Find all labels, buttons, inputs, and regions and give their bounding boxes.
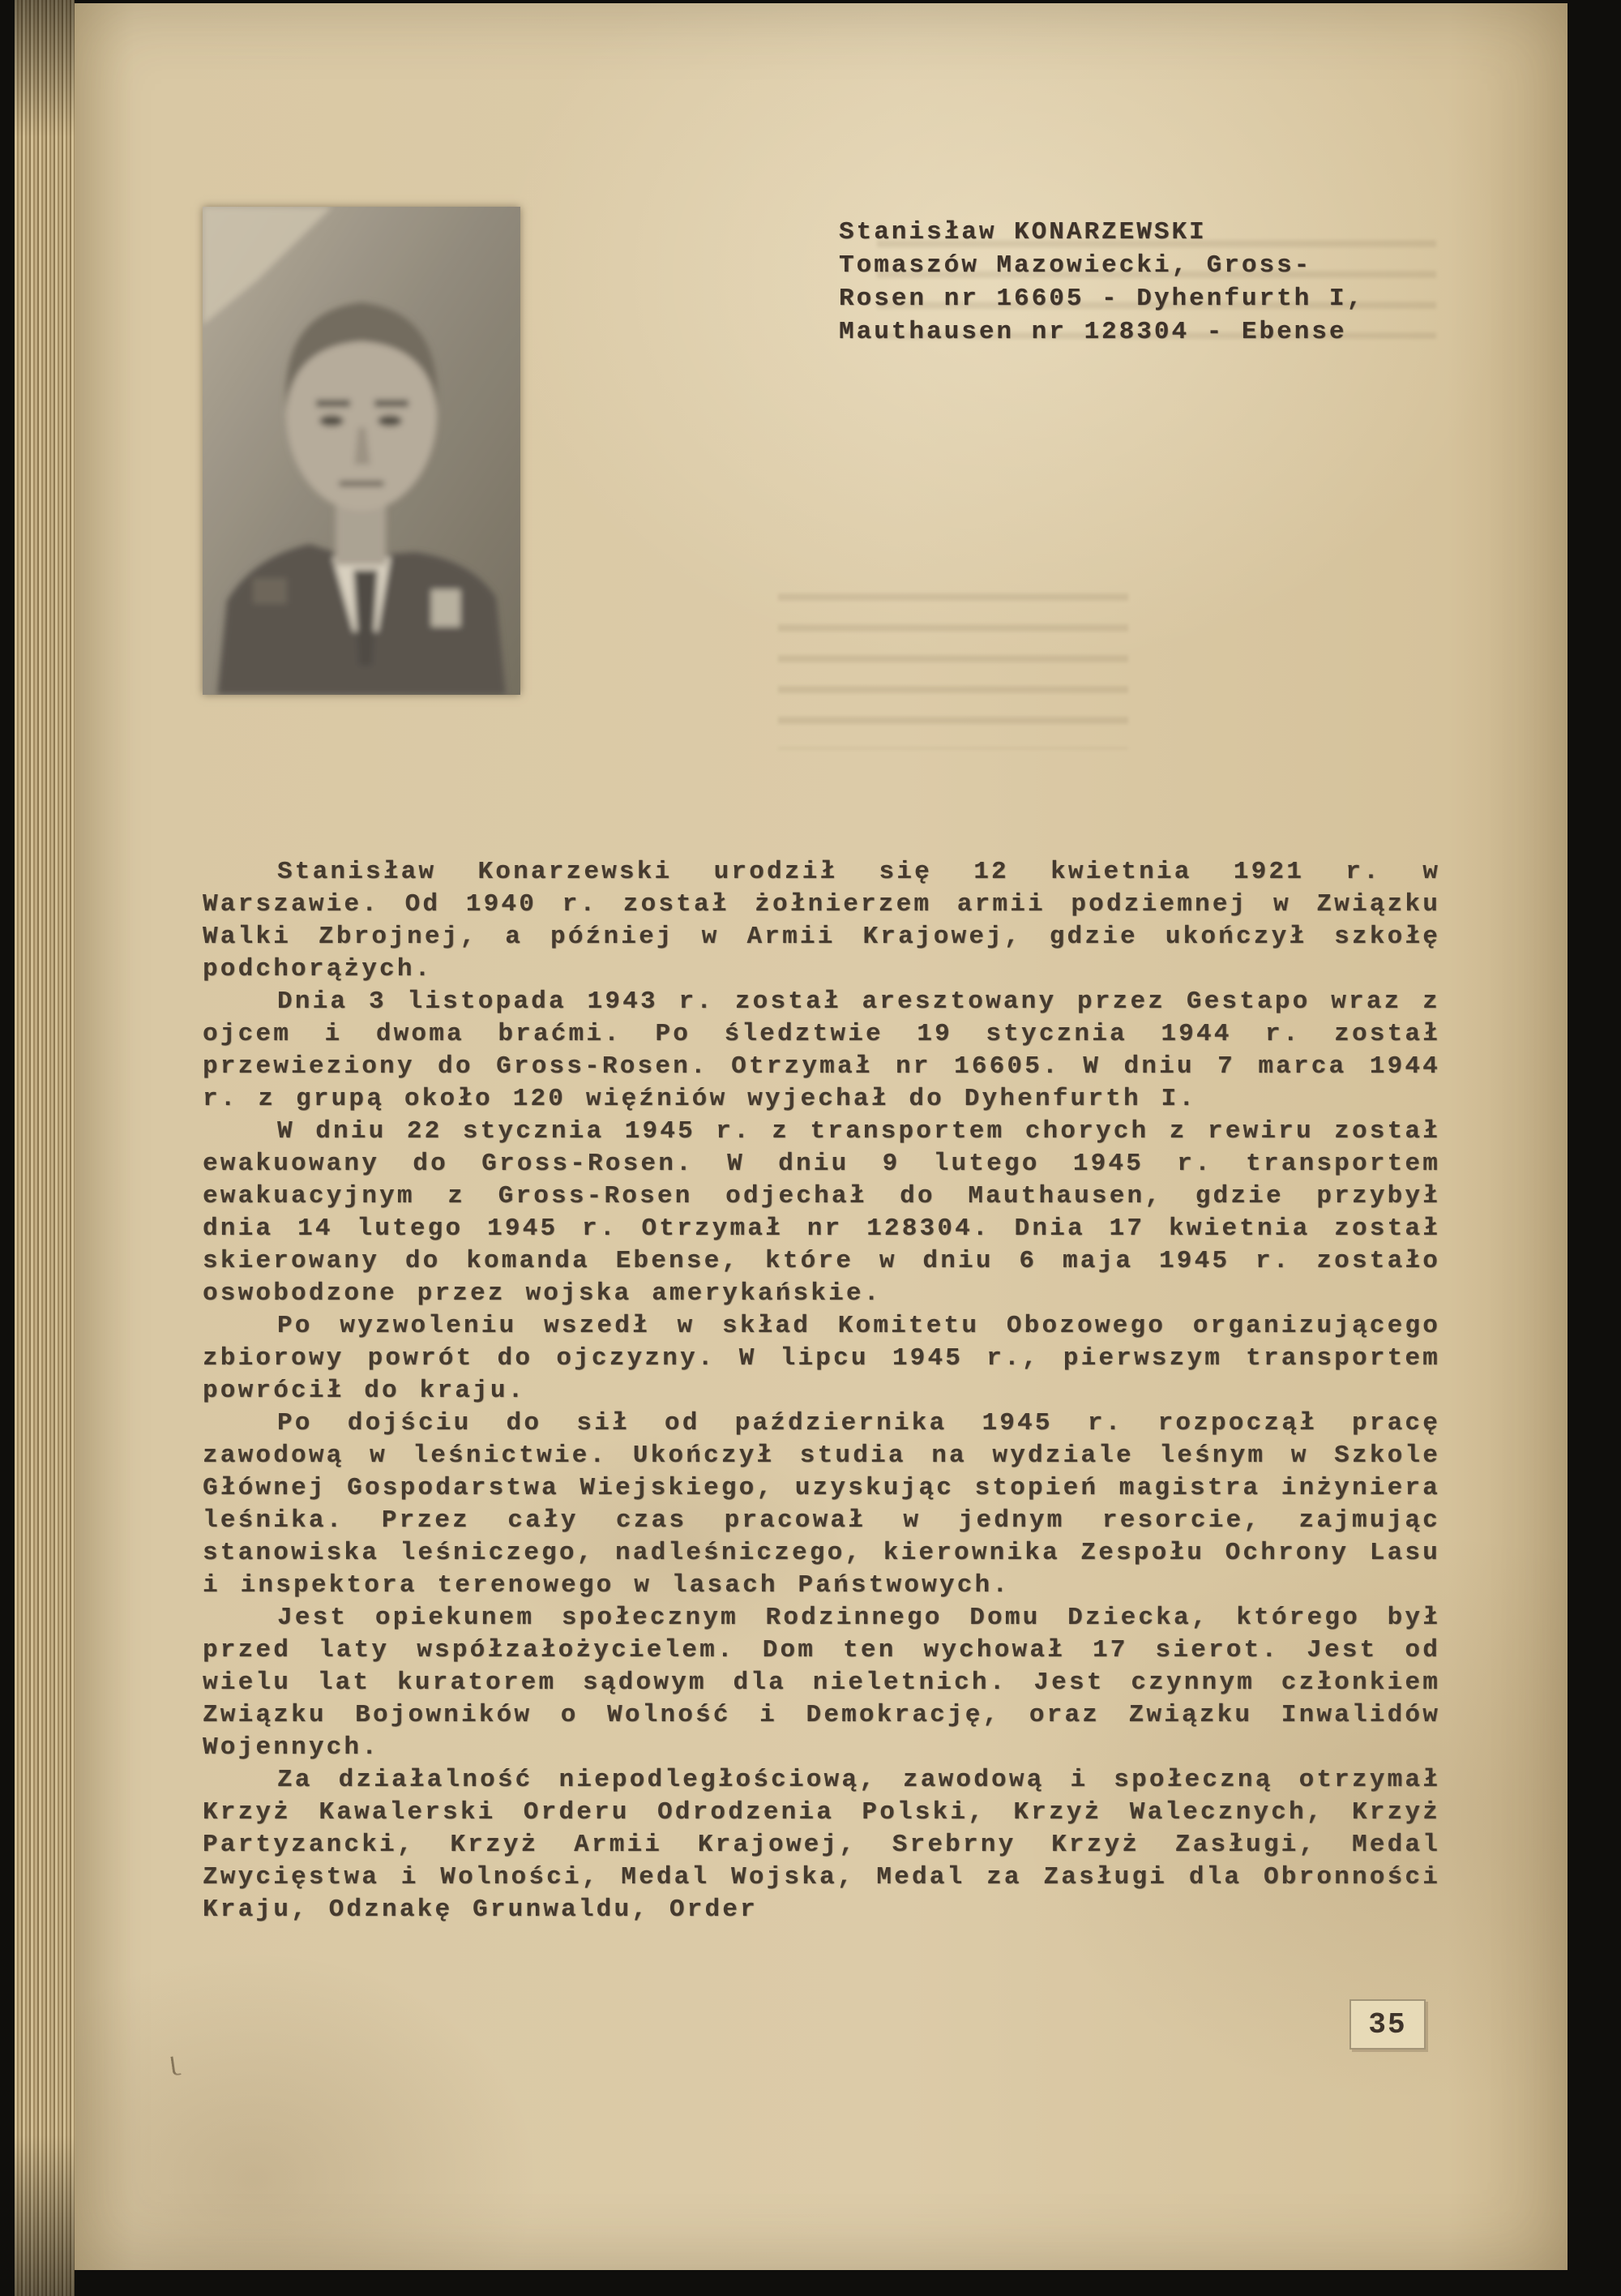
portrait-photo-graphic (203, 207, 520, 695)
caption-camp-line: Tomaszów Mazowiecki, Gross- (839, 251, 1312, 280)
document-page (75, 3, 1568, 2270)
page-number: 35 (1349, 1999, 1426, 2050)
paragraph: Po wyzwoleniu wszedł w skład Komitetu Obozowego organizującego zbiorowy powrót do ojczyzny. W lipcu 1945 r., pierwszym transportem powrócił do kraju. (203, 1312, 1440, 1405)
paragraph: W dniu 22 stycznia 1945 r. z transportem chorych z rewiru został ewakuowany do Gross-Rosen. W dniu 9 lutego 1945 r. transportem ewakuacyjnym z Gross-Rosen odjechał do Mauthausen, gdzie przybył dnia 14 lutego 1945 r. Otrzymał nr 128304. Dnia 17 kwietnia został skierowany do komanda Ebense, które w dniu 6 maja 1945 r. zostało oswobodzone przez wojska amerykańskie. (203, 1117, 1440, 1308)
biography-text (203, 856, 1440, 1926)
caption-block (839, 216, 1487, 349)
stray-pen-mark (170, 2055, 181, 2075)
caption-camp-line: Rosen nr 16605 - Dyhenfurth I, (839, 285, 1365, 313)
portrait-photo (203, 207, 520, 695)
paragraph: Jest opiekunem społecznym Rodzinnego Domu Dziecka, którego był przed laty współzałożycielem. Dom ten wychował 17 sierot. Jest od wielu lat kuratorem sądowym dla nieletnich. Jest czynnym członkiem Związku Bojowników o Wolność i Demokrację, oraz Związku Inwalidów Wojennych. (203, 1604, 1440, 1762)
book-page-edges (15, 0, 75, 2296)
paragraph: Za działalność niepodległościową, zawodową i społeczną otrzymał Krzyż Kawalerski Orderu Odrodzenia Polski, Krzyż Walecznych, Krzyż Partyzancki, Krzyż Armii Krajowej, Srebrny Krzyż Zasługi, Medal Zwycięstwa i Wolności, Medal Wojska, Medal za Zasługi dla Obronności Kraju, Odznakę Grunwaldu, Order (203, 1766, 1440, 1924)
bleed-through-text (778, 593, 1128, 749)
paragraph: Stanisław Konarzewski urodził się 12 kwietnia 1921 r. w Warszawie. Od 1940 r. został żołnierzem armii podziemnej w Związku Walki Zbrojnej, a później w Armii Krajowej, gdzie ukończył szkołę podchorążych. (203, 858, 1440, 983)
caption-name-line: Stanisław KONARZEWSKI (839, 218, 1207, 246)
paragraph: Po dojściu do sił od października 1945 r. rozpoczął pracę zawodową w leśnictwie. Ukończył studia na wydziale leśnym w Szkole Głównej Gospodarstwa Wiejskiego, uzyskując stopień magistra inżyniera leśnika. Przez cały czas pracował w jednym resorcie, zajmując stanowiska leśniczego, nadleśniczego, kierownika Zespołu Ochrony Lasu i inspektora terenowego w lasach Państwowych. (203, 1409, 1440, 1600)
caption-camp-line: Mauthausen nr 128304 - Ebense (839, 318, 1347, 346)
paragraph: Dnia 3 listopada 1943 r. został aresztowany przez Gestapo wraz z ojcem i dwoma braćmi. Po śledztwie 19 stycznia 1944 r. został przewieziony do Gross-Rosen. Otrzymał nr 16605. W dniu 7 marca 1944 r. z grupą około 120 więźniów wyjechał do Dyhenfurth I. (203, 987, 1440, 1113)
